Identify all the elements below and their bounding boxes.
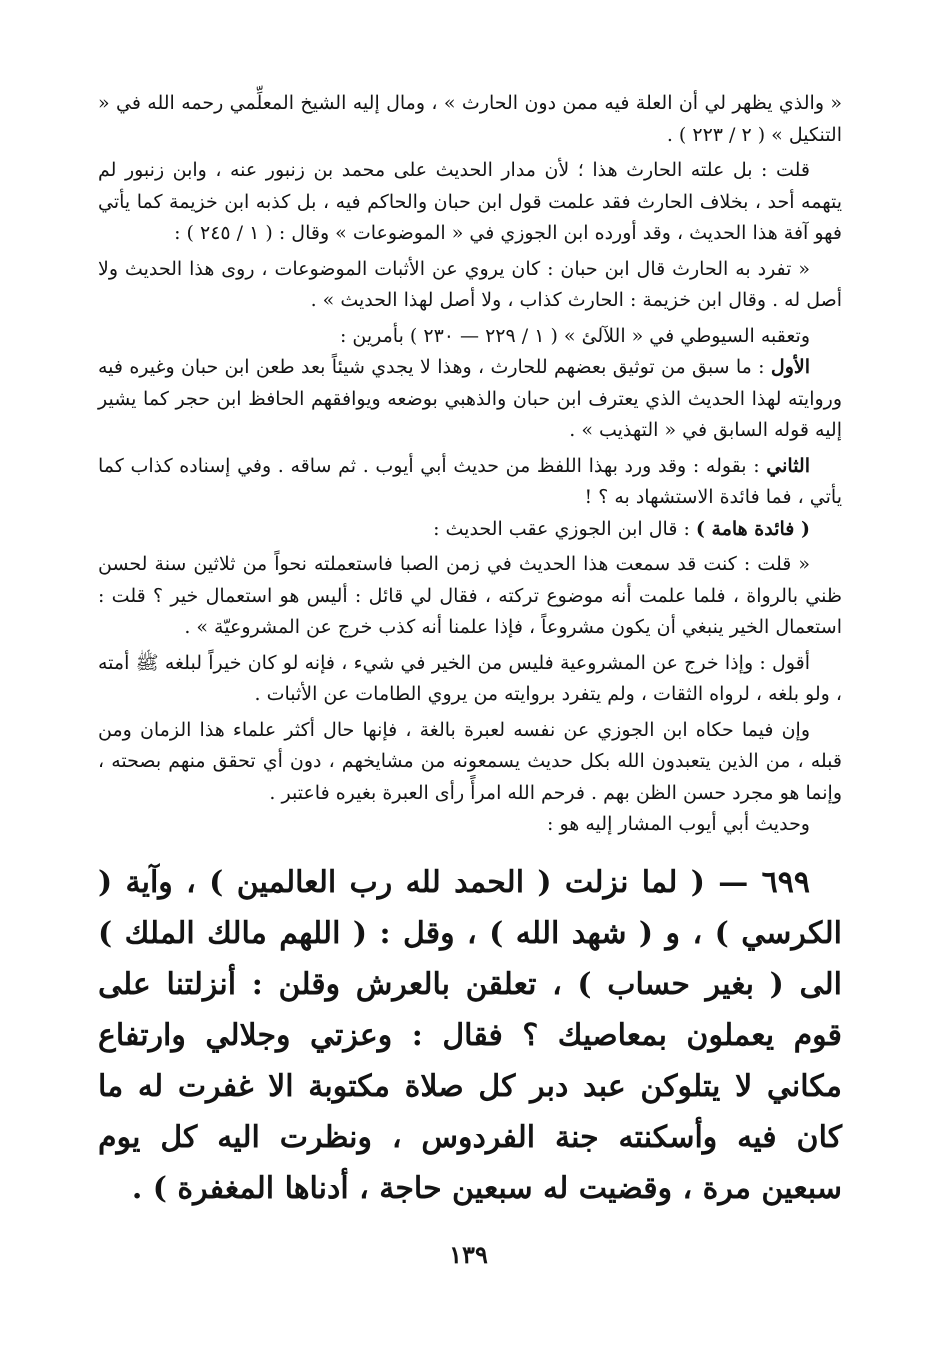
paragraph-important-note — [98, 514, 842, 546]
hadith-text: ( لما نزلت ( الحمد لله رب العالمين ) ، وآية ( الكرسي ) ، و ( شهد الله ) ، وقل : ( اللهم مالك الملك ) الى ( بغير حساب ) ، تعلقن بالعرش وقلن : أنزلتنا على قوم يعملون بمعاصيك ؟ فقال : وعزتي وجلالي وارتفاع مكاني لا يتلوكن عبد دبر كل صلاة مكتوبة الا غفرت له ما كان فيه وأسكنته جنة الفردوس ، ونظرت اليه كل يوم سبعين مرة ، وقضيت له سبعين حاجة ، أدناها المغفرة ) . — [98, 864, 842, 1206]
paragraph-abu-ayyub-intro: وحديث أبي أيوب المشار إليه هو : — [547, 813, 810, 835]
first-point-text: : ما سبق من توثيق بعضهم للحارث ، وهذا لا يجدي شيئاً بعد طعن ابن حبان وغيره فيه وروايته لهذا الحديث الذي يعترف ابن حبان والذهبي بوضعه ويوافقهم الحافظ ابن حجر كما يشير إليه قوله السابق في « التهذيب » . — [98, 356, 842, 441]
paragraph-harith-cause: قلت : بل علته الحارث هذا ؛ لأن مدار الحديث على محمد بن زنبور عنه ، وابن زنبور لم يتهمه أحد ، بخلاف الحارث فقد علمت قول ابن حبان والحاكم فيه ، بل كذبه ابن خزيمة كما يأتي فهو آفة هذا الحديث ، وقد أورده ابن الجوزي في « الموضوعات » وقال : ( ١ / ٢٤٥ ) : — [98, 159, 842, 244]
paragraph-first-point — [98, 352, 842, 447]
important-note-label: ( فائدة هامة ) — [695, 517, 810, 540]
first-point-label: الأول — [770, 356, 810, 378]
important-note-text: : قال ابن الجوزي عقب الحديث : — [433, 517, 696, 540]
paragraph-ibn-jawzi-quote: « تفرد به الحارث قال ابن حبان : كان يروي عن الأثبات الموضوعات ، روى هذا الحديث ولا أصل له . وقال ابن خزيمة : الحارث كذاب ، ولا أصل لهذا الحديث » . — [98, 257, 842, 311]
second-point-label: الثاني — [766, 454, 810, 477]
paragraph-second-point — [98, 451, 842, 514]
hadith-699 — [98, 857, 842, 1214]
paragraph-suyuti: وتعقبه السيوطي في « اللآلئ » ( ١ / ٢٢٩ — ٢٣٠ ) بأمرين : — [339, 324, 810, 347]
page-number: ١٣٩ — [449, 1240, 488, 1269]
paragraph-quote-muallimi: « والذي يظهر لي أن العلة فيه ممن دون الحارث » ، ومال إليه الشيخ المعلِّمي رحمه الله في « التنكيل » ( ٢ / ٢٢٣ ) . — [98, 92, 842, 146]
paragraph-author-comment: أقول : وإذا خرج عن المشروعية فليس من الخير في شيء ، فإنه لو كان خيراً لبلغه ﷺ أمته ، ولو بلغه ، لرواه الثقات ، ولم يتفرد بروايته من يروي الطامات عن الأثبات . — [98, 651, 842, 705]
second-point-text: : بقوله : وقد ورد بهذا اللفظ من حديث أبي أيوب . ثم ساقه . وفي إسناده كذاب كما يأتي ، فما فائدة الاستشهاد به ؟ ! — [98, 454, 842, 508]
paragraph-ibn-jawzi-story: « قلت : كنت قد سمعت هذا الحديث في زمن الصبا فاستعملته نحواً من ثلاثين سنة لحسن ظني بالرواة ، فلما علمت أنه موضوع تركته ، فقال لي قائل : أليس هو استعمال خير ؟ قلت : استعمال الخير ينبغي أن يكون مشروعاً ، فإذا علمنا أنه كذب خرج عن المشروعيّة » . — [98, 553, 842, 638]
hadith-number: ٦٩٩ — — [718, 864, 810, 900]
paragraph-lesson: وإن فيما حكاه ابن الجوزي عن نفسه لعبرة بالغة ، فإنها حال أكثر علماء هذا الزمان ومن قبله ، من الذين يتعبدون الله بكل حديث يسمعونه من مشايخهم ، دون أي تحقق منهم بصحته ، وإنما هو مجرد حسن الظن بهم . فرحم الله امرأً رأى العبرة بغيره فاعتبر . — [98, 718, 842, 804]
page-body — [98, 88, 842, 1214]
